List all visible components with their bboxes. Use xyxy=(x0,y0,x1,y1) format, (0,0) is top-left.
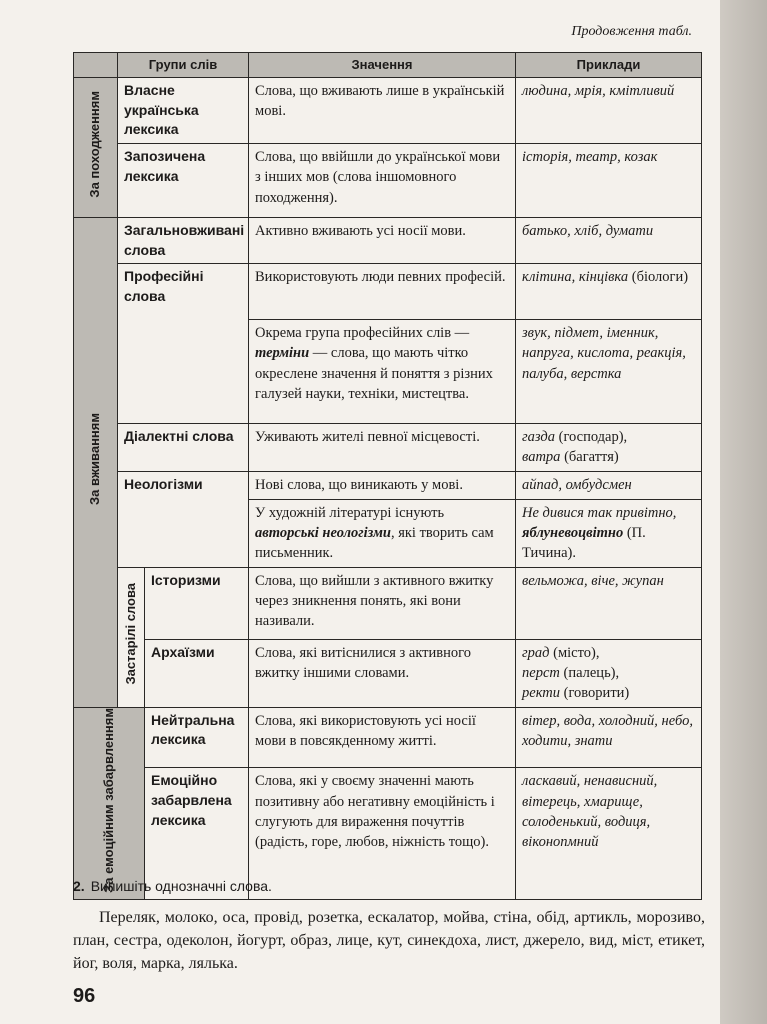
meaning-cell: Використовують люди певних професій. xyxy=(249,264,516,320)
exercise-instruction: Випишіть однозначні слова. xyxy=(90,878,272,894)
table-row xyxy=(74,567,702,639)
page-number: 96 xyxy=(73,985,96,1007)
group-name: Нейтральна лексика xyxy=(145,707,249,768)
examples-cell xyxy=(516,264,702,320)
subsection-label-obsolete: Застарілі слова xyxy=(118,567,145,707)
examples-cell: історія, театр, козак xyxy=(516,143,702,217)
header-meaning: Значення xyxy=(249,53,516,78)
meaning-cell: Нові слова, що виникають у мові. xyxy=(249,471,516,499)
meaning-cell: У художній літературі існують авторські неологізми, які творить сам письменник. xyxy=(249,499,516,567)
table-row xyxy=(74,424,702,472)
examples-cell: звук, підмет, іменник, напруга, кислота, реакція, палуба, верстка xyxy=(516,320,702,424)
group-name: Неологізми xyxy=(118,471,249,567)
examples-italic: клітина, кінцівка xyxy=(522,269,629,286)
group-name: Професійні слова xyxy=(118,264,249,424)
meaning-cell: Уживають жителі певної місцевості. xyxy=(249,424,516,472)
header-examples: Приклади xyxy=(516,53,702,78)
examples-cell: ласкавий, ненависний, вітерець, хмарище, солоденький, водиця, віконопмний xyxy=(516,768,702,899)
term-highlight: терміни xyxy=(255,345,310,362)
group-name: Власне українська лексика xyxy=(118,78,249,144)
meaning-cell: Слова, які використовують усі носії мови в повсякденному житті. xyxy=(249,707,516,768)
exercise-heading xyxy=(73,878,703,894)
group-name: Діалектні слова xyxy=(118,424,249,472)
header-corner xyxy=(74,53,118,78)
table-row xyxy=(74,471,702,499)
meaning-cell: Активно вживають усі носії мови. xyxy=(249,217,516,263)
examples-cell: вітер, вода, холодний, небо, ходити, знати xyxy=(516,707,702,768)
examples-cell: батько, хліб, думати xyxy=(516,217,702,263)
table-row xyxy=(74,639,702,707)
section-label-emotional: За емоційним забарвленням xyxy=(74,707,145,899)
group-name: Запозичена лексика xyxy=(118,143,249,217)
group-name: Архаїзми xyxy=(145,639,249,707)
term-highlight: яблуневоцвітно xyxy=(522,525,624,542)
section-label-usage: За вживанням xyxy=(74,217,118,707)
section-label-origin: За походженням xyxy=(74,78,118,218)
table-row xyxy=(74,143,702,217)
examples-cell: айпад, омбудсмен xyxy=(516,471,702,499)
table-row xyxy=(74,217,702,263)
group-name: Загальновживані слова xyxy=(118,217,249,263)
meaning-cell: Слова, які у своєму значенні мають позитивну або негативну емоційність і слугують для вираження почуттів (радість, горе, любов, ніжність тощо). xyxy=(249,768,516,899)
table-row xyxy=(74,264,702,320)
group-name: Історизми xyxy=(145,567,249,639)
table-header-row xyxy=(74,53,702,78)
meaning-cell: Слова, що ввійшли до української мови з інших мов (слова іншомовного походження). xyxy=(249,143,516,217)
examples-cell: град (місто), перст (палець), ректи (говорити) xyxy=(516,639,702,707)
group-name: Емоційно забарвлена лексика xyxy=(145,768,249,899)
meaning-cell: Окрема група професійних слів — терміни — слова, що мають чітко окреслене значення й поняття з різних галузей науки, техніки, мистецтва. xyxy=(249,320,516,424)
continued-label: Продовження табл. xyxy=(571,24,692,39)
meaning-cell: Слова, які витіснилися з активного вжитку іншими словами. xyxy=(249,639,516,707)
table-row xyxy=(74,78,702,144)
header-groups: Групи слів xyxy=(118,53,249,78)
exercise-words: Переляк, молоко, оса, провід, розетка, ескалатор, мойва, стіна, обід, артикль, морозиво, план, сестра, одеколон, йогурт, образ, лице, кут, синекдоха, лист, джерело, вид, міст, етикет, йог, воля, марка, лялька. xyxy=(73,909,705,973)
page-edge xyxy=(720,0,767,1024)
meaning-cell: Слова, що вживають лише в українській мові. xyxy=(249,78,516,144)
table-row xyxy=(74,707,702,768)
meaning-cell: Слова, що вийшли з активного вжитку через зникнення понять, які вони називали. xyxy=(249,567,516,639)
vocabulary-table xyxy=(73,52,702,900)
term-highlight: авторські неологізми xyxy=(255,525,391,542)
examples-cell: вельможа, віче, жупан xyxy=(516,567,702,639)
examples-cell: людина, мрія, кмітливий xyxy=(516,78,702,144)
exercise-number: 2. xyxy=(73,878,85,894)
examples-note: (біологи) xyxy=(631,269,689,286)
examples-cell: Не дивися так привітно, яблуневоцвітно (П. Тичина). xyxy=(516,499,702,567)
examples-cell: газда (господар), ватра (багаття) xyxy=(516,424,702,472)
